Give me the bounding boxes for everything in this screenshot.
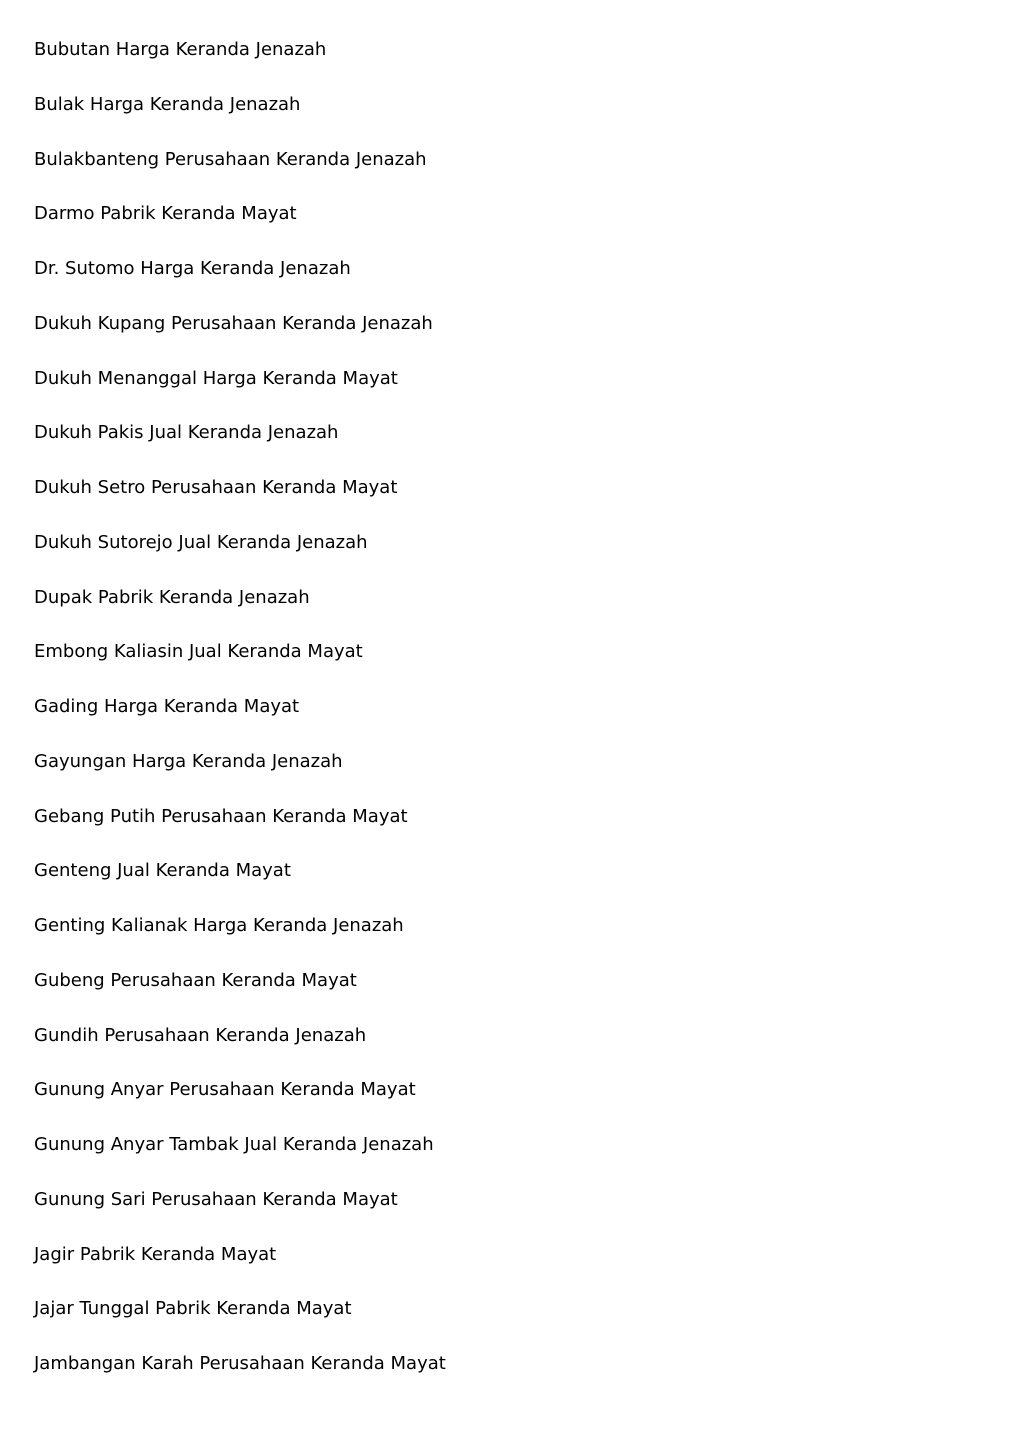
list-item: Gayungan Harga Keranda Jenazah [34,750,343,772]
list-item: Gebang Putih Perusahaan Keranda Mayat [34,805,408,827]
list-item: Gubeng Perusahaan Keranda Mayat [34,969,357,991]
list-item: Dukuh Pakis Jual Keranda Jenazah [34,422,339,444]
list-item: Gunung Anyar Tambak Jual Keranda Jenazah [34,1134,434,1155]
list-item: Dukuh Menanggal Harga Keranda Mayat [34,367,398,389]
list-item: Bulakbanteng Perusahaan Keranda Jenazah [34,148,427,170]
keyword-list [34,36,446,1405]
list-item: Dr. Sutomo Harga Keranda Jenazah [34,258,351,279]
list-item: Dukuh Sutorejo Jual Keranda Jenazah [34,531,368,553]
list-item: Gundih Perusahaan Keranda Jenazah [34,1024,367,1046]
list-item: Bubutan Harga Keranda Jenazah [34,39,327,60]
list-item: Gunung Anyar Perusahaan Keranda Mayat [34,1079,416,1101]
list-item: Dukuh Kupang Perusahaan Keranda Jenazah [34,312,433,334]
list-item: Bulak Harga Keranda Jenazah [34,93,301,115]
list-item: Dupak Pabrik Keranda Jenazah [34,586,310,608]
list-item: Jambangan Karah Perusahaan Keranda Mayat [34,1353,446,1374]
list-item: Dukuh Setro Perusahaan Keranda Mayat [34,477,398,498]
list-item: Embong Kaliasin Jual Keranda Mayat [34,641,363,663]
list-item: Jagir Pabrik Keranda Mayat [34,1243,277,1265]
list-item: Genting Kalianak Harga Keranda Jenazah [34,915,404,936]
list-item: Jajar Tunggal Pabrik Keranda Mayat [34,1298,352,1320]
list-item: Darmo Pabrik Keranda Mayat [34,203,297,225]
list-item: Gunung Sari Perusahaan Keranda Mayat [34,1188,398,1210]
list-item: Genteng Jual Keranda Mayat [34,860,291,882]
list-item: Gading Harga Keranda Mayat [34,696,300,717]
